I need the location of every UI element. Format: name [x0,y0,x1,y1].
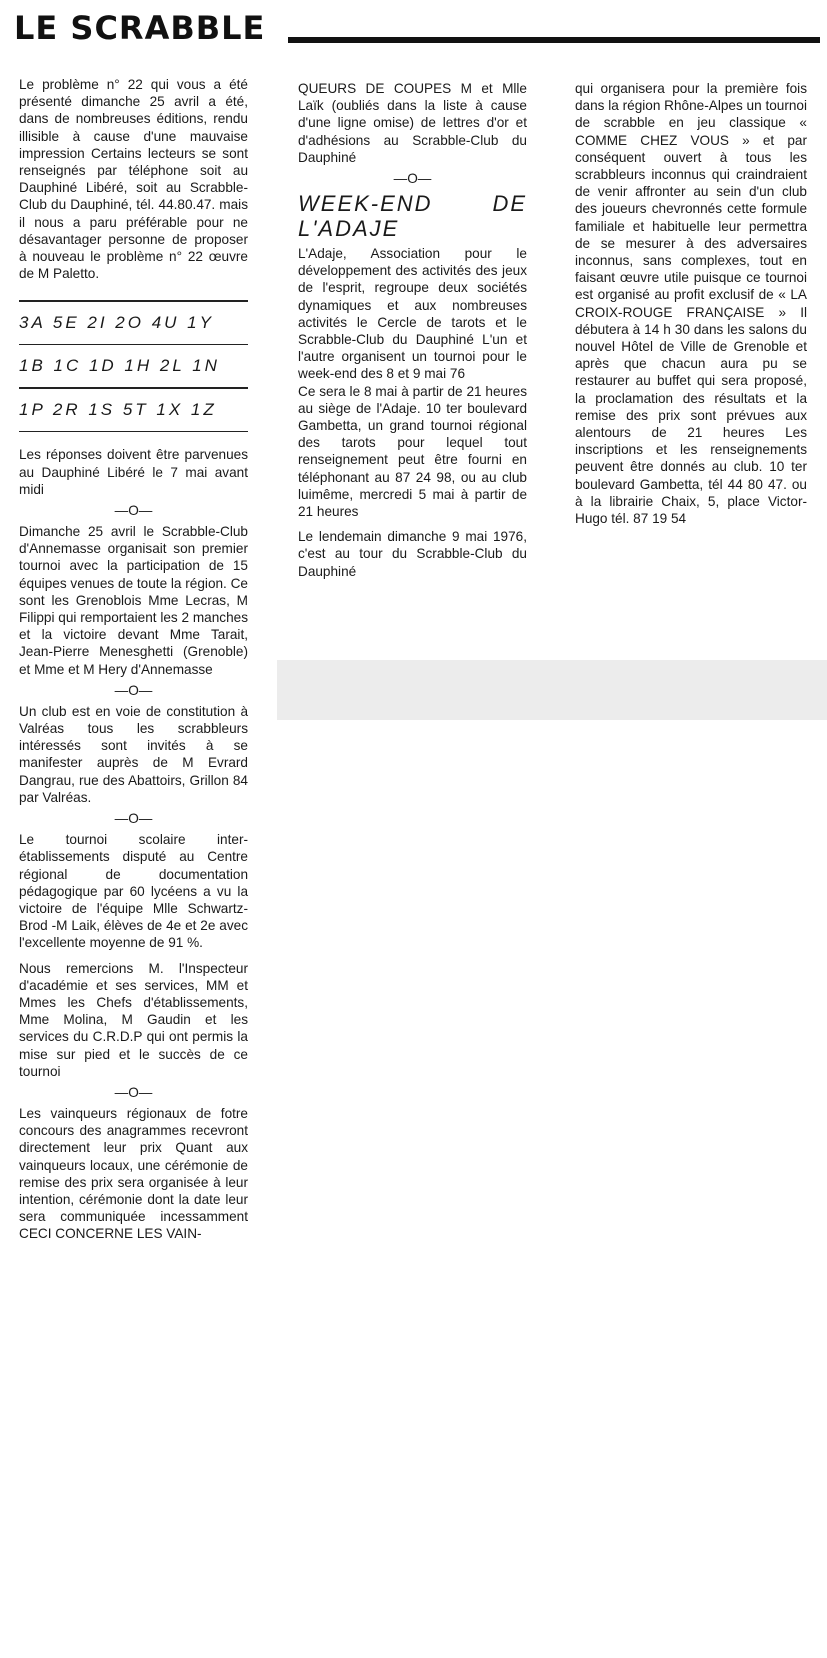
section-separator: —O— [114,503,153,519]
background-band [277,660,827,720]
letter-codes-line-1: 3A 5E 2I 2O 4U 1Y [19,312,214,332]
coupes-paragraph: QUEURS DE COUPES M et Mlle Laïk (oubliés dans la liste à cause d'une ligne omise) de lettres d'or et d'adhésions au Scrabble-Club du Dauphiné [298,81,527,165]
divider [19,344,248,346]
heading-part: DE [492,191,527,217]
valreas-paragraph: Un club est en voie de constitution à Valréas tous les scrabbleurs intéressés sont invités à se manifester auprès de M Evrard Dangrau, rue des Abattoirs, Grillon 84 par Valréas. [19,703,248,805]
divider [19,300,248,302]
croix-rouge-paragraph: qui organisera pour la première fois dans la région Rhône-Alpes un tournoi de scrabble en jeu classique « COMME CHEZ VOUS » et par conséquent ouvert à tous les scrabbleurs inconnus qui craindraient de venir affronter au sein d'un club des joueurs chevronnés cette formule familiale et habituelle leur permettra de se mesurer à des adversaires inconnus, sans complexes, tout en faisant œuvre utile puisque ce tournoi est organisé au profit exclusif de « LA CROIX-ROUGE FRANÇAISE » Il débutera à 14 h 30 dans les salons du nouvel Hôtel de Ville de Grenoble et après que chacun aura pu se restaurer au buffet qui sera proposé, la proclamation des résultats et la remise des prix sont prévues aux alentours de 21 heures Les inscriptions et les renseignements peuvent être donnés au club. 10 ter boulevard Gambetta, tél 44 80 47. ou à la librairie Chaix, 5, place Victor-Hugo tél. 87 19 54 [575,81,808,527]
title-rule [288,37,820,43]
lendemain-paragraph: Le lendemain dimanche 9 mai 1976, c'est au tour du Scrabble-Club du Dauphiné [298,529,527,579]
column-3 [575,80,807,527]
reponses-paragraph: Les réponses doivent être parvenues au Dauphiné Libéré le 7 mai avant midi [19,447,248,497]
letter-codes-line-2: 1B 1C 1D 1H 2L 1N [19,356,220,376]
scolaire-paragraph: Le tournoi scolaire inter-établissements disputé au Centre régional de documentation pédagogique par 60 lycéens a vu la victoire de l'équipe Mlle Schwartz-Brod -M Laik, élèves de 4e et 2e avec l'excellente moyenne de 91 %. [19,832,248,951]
vainqueurs-paragraph: Les vainqueurs régionaux de fotre concours des anagrammes recevront directement leur prix Quant aux vainqueurs locaux, une cérémonie de remise des prix sera organisée à leur intention, cérémonie dont la date leur sera communiquée incessamment CECI CONCERNE LES VAIN- [19,1105,248,1242]
heading-part: WEEK-END [298,191,433,217]
intro-paragraph: Le problème n° 22 qui vous a été présenté dimanche 25 avril a été, dans de nombreuses éditions, rendu illisible à cause d'une mauvaise impression Certains lecteurs se sont renseignés par téléphone soit au Dauphiné Libéré, soit au Scrabble-Club du Dauphiné, tél. 44.80.47. mais il nous a paru préférable pour ne désavantager personne de proposer à nouveau le problème n° 22 œuvre de M Paletto. [19,77,248,282]
remercions-paragraph: Nous remercions M. l'Inspecteur d'académie et ses services, MM et Mmes les Chefs d'établissements, Mme Molina, M Gaudin et les services du C.R.D.P qui ont permis la mise sur pied et le succès de ce tournoi [19,960,248,1079]
column-1 [19,76,248,1243]
huit-mai-paragraph: Ce sera le 8 mai à partir de 21 heures au siège de l'Adaje. 10 ter boulevard Gambetta, un grand tournoi régional des tarots pour lequel tout renseignement peut être fourni en téléphonant au 87 24 98, ou au club luimême, mercredi 5 mai à partir de 21 heures [298,383,527,520]
letter-codes-line-3: 1P 2R 1S 5T 1X 1Z [19,399,217,419]
section-separator: —O— [114,682,153,698]
heading-part: L'ADAJE [298,216,400,242]
section-heading-adaje [298,191,527,241]
section-separator: —O— [114,811,153,827]
divider [19,387,248,389]
page-title: LE SCRABBLE [14,9,266,47]
section-separator: —O— [114,1084,153,1100]
column-2 [298,80,527,580]
masthead [14,10,820,46]
section-separator: —O— [393,171,432,187]
adaje-paragraph: L'Adaje, Association pour le développement des activités des jeux de l'esprit, regroupe deux sociétés dynamiques et aux nombreuses activités le Cercle de tarots et le Scrabble-Club du Dauphiné L'un et l'autre organisent un tournoi pour le week-end des 8 et 9 mai 76 [298,246,527,382]
annemasse-paragraph: Dimanche 25 avril le Scrabble-Club d'Annemasse organisait son premier tournoi avec la participation de 15 équipes venues de toute la région. Ce sont les Grenoblois Mme Lecras, M Filippi qui remportaient les 2 manches et la victoire devant Mme Tarait, Jean-Pierre Menesghetti (Grenoble) et Mme et M Hery d'Annemasse [19,524,248,677]
